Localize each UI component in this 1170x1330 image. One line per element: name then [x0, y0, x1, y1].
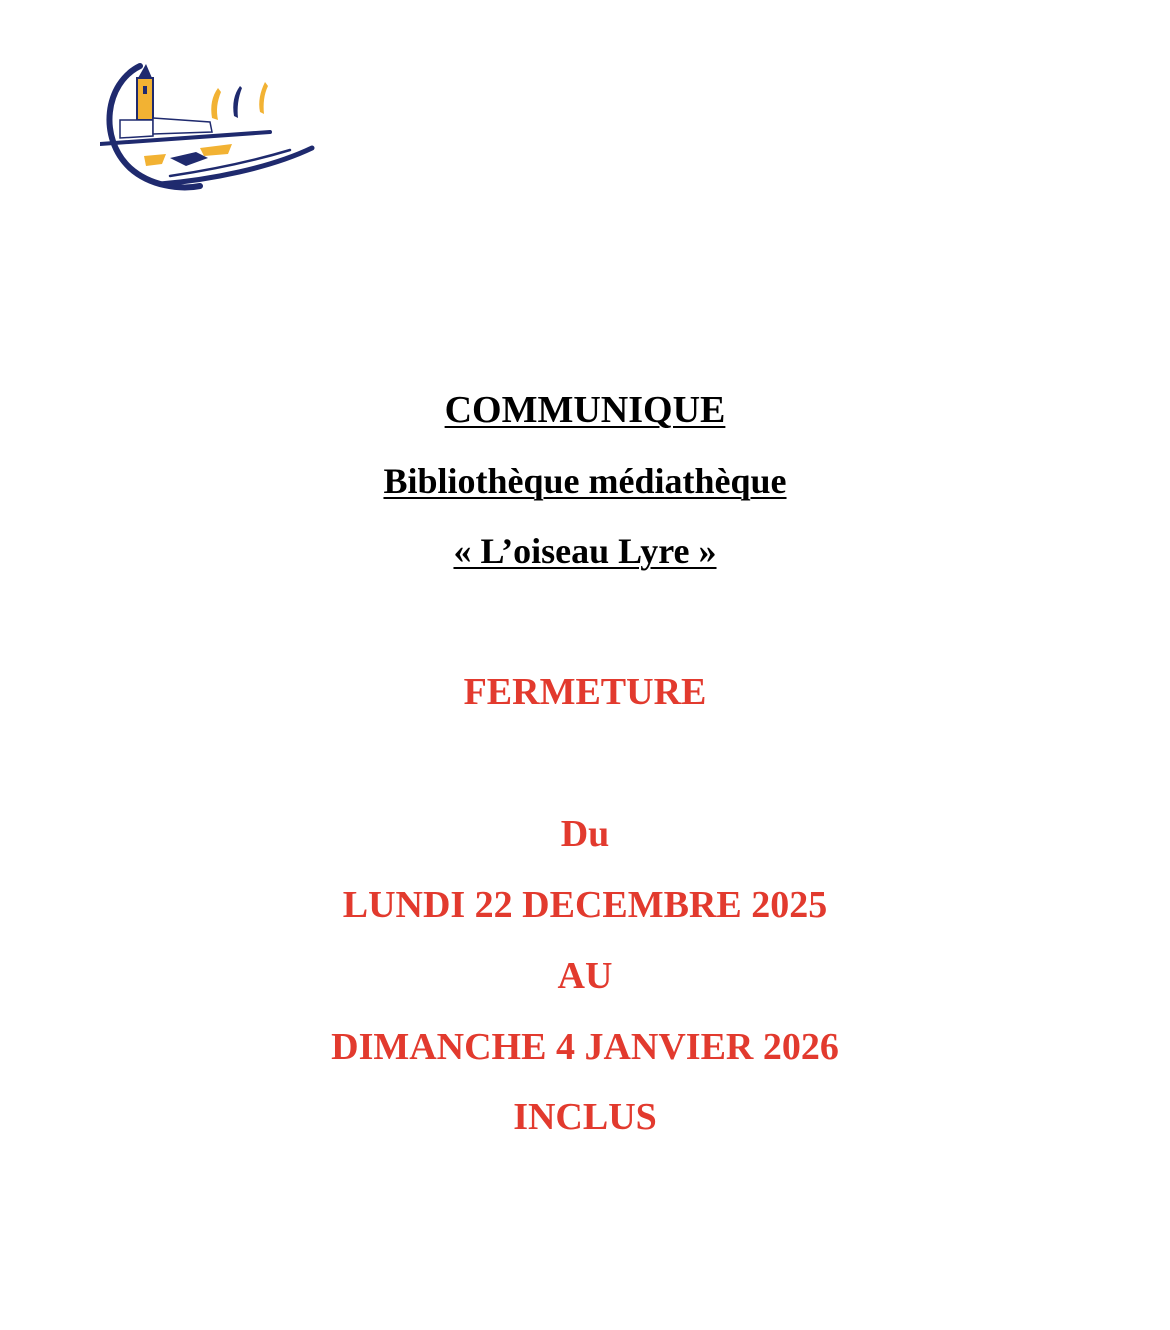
subtitle: Bibliothèque médiathèque [383, 461, 787, 501]
to-label: AU [557, 955, 613, 997]
page-title: COMMUNIQUE [444, 389, 726, 431]
start-date: LUNDI 22 DECEMBRE 2025 [342, 884, 828, 926]
library-name: « L’oiseau Lyre » [453, 531, 717, 571]
from-label: Du [560, 813, 610, 855]
end-date: DIMANCHE 4 JANVIER 2026 [331, 1026, 839, 1068]
inclusive-label: INCLUS [513, 1096, 657, 1138]
notice-heading: FERMETURE [463, 671, 707, 713]
village-church-logo-icon [100, 58, 320, 198]
